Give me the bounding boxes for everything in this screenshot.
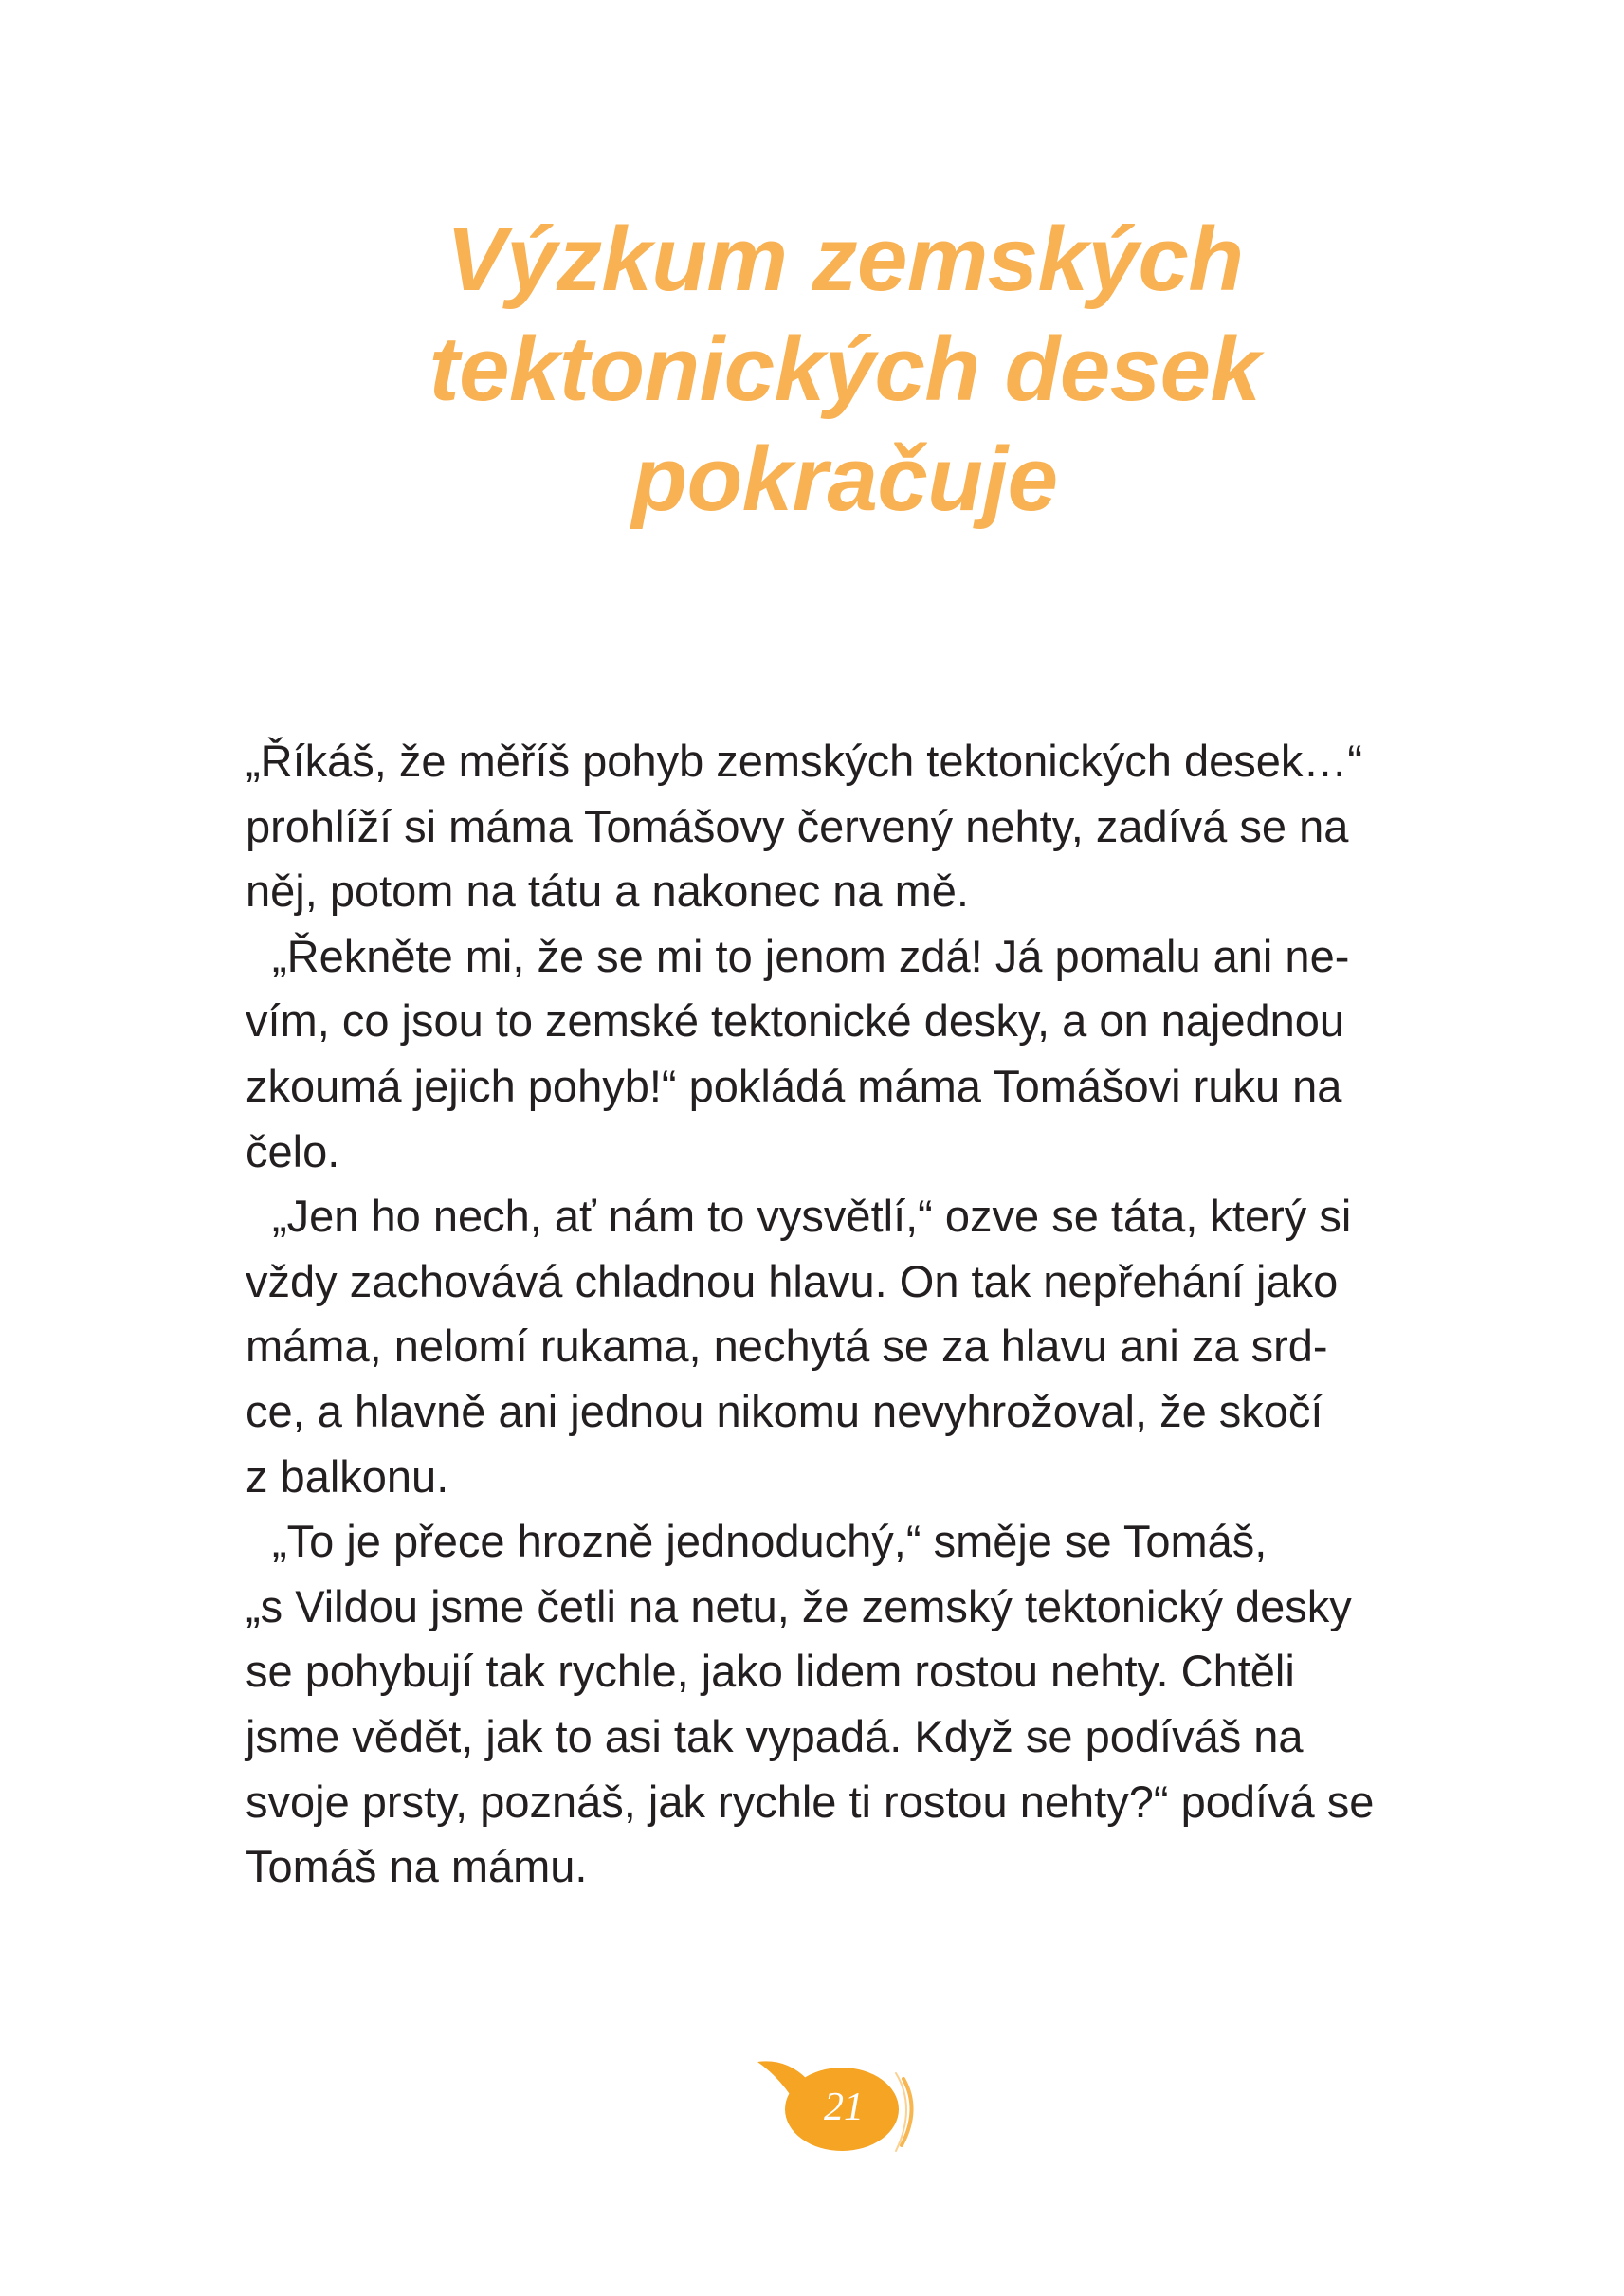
text-line: zkoumá jejich pohyb!“ pokládá máma Tomášovi ruku na [246,1060,1342,1111]
text-line: svoje prsty, poznáš, jak rychle ti rostou nehty?“ podívá se [246,1776,1375,1827]
text-line: ce, a hlavně ani jednou nikomu nevyhrožoval, že skočí [246,1385,1323,1436]
text-line: prohlíží si máma Tomášovy červený nehty, zadívá se na [246,800,1349,851]
text-line: se pohybují tak rychle, jako lidem rostou nehty. Chtěli [246,1646,1295,1697]
text-line: jsme vědět, jak to asi tak vypadá. Když se podíváš na [246,1710,1304,1761]
chapter-title [265,205,1425,535]
chapter-title-line-1: Výzkum zemských [446,209,1244,310]
text-line: „s Vildou jsme četli na netu, že zemský tektonický desky [246,1580,1352,1631]
chapter-body-text [246,729,1431,1900]
text-line: vím, co jsou to zemské tektonické desky, a on najednou [246,995,1345,1047]
chapter-title-line-3: pokračuje [631,428,1058,530]
chapter-title-line-2: tektonických desek [429,319,1261,420]
text-line: „To je přece hrozně jednoduchý,“ směje se Tomáš, [272,1516,1268,1567]
text-line: „Řekněte mi, že se mi to jenom zdá! Já pomalu ani ne- [272,930,1350,981]
page-number: 21 [824,2086,864,2129]
text-line: „Jen ho nech, ať nám to vysvětlí,“ ozve se táta, který si [272,1191,1352,1242]
text-line: Tomáš na mámu. [246,1841,588,1892]
text-line: vždy zachovává chladnou hlavu. On tak nepřehání jako [246,1255,1339,1306]
text-line: „Říkáš, že měříš pohyb zemských tektonických desek…“ [246,736,1363,786]
text-line: z balkonu. [246,1450,449,1502]
text-line: něj, potom na tátu a nakonec na mě. [246,866,969,917]
page-number-badge [754,2050,934,2169]
text-line: máma, nelomí rukama, nechytá se za hlavu ani za srd- [246,1321,1328,1372]
text-line: čelo. [246,1125,340,1176]
